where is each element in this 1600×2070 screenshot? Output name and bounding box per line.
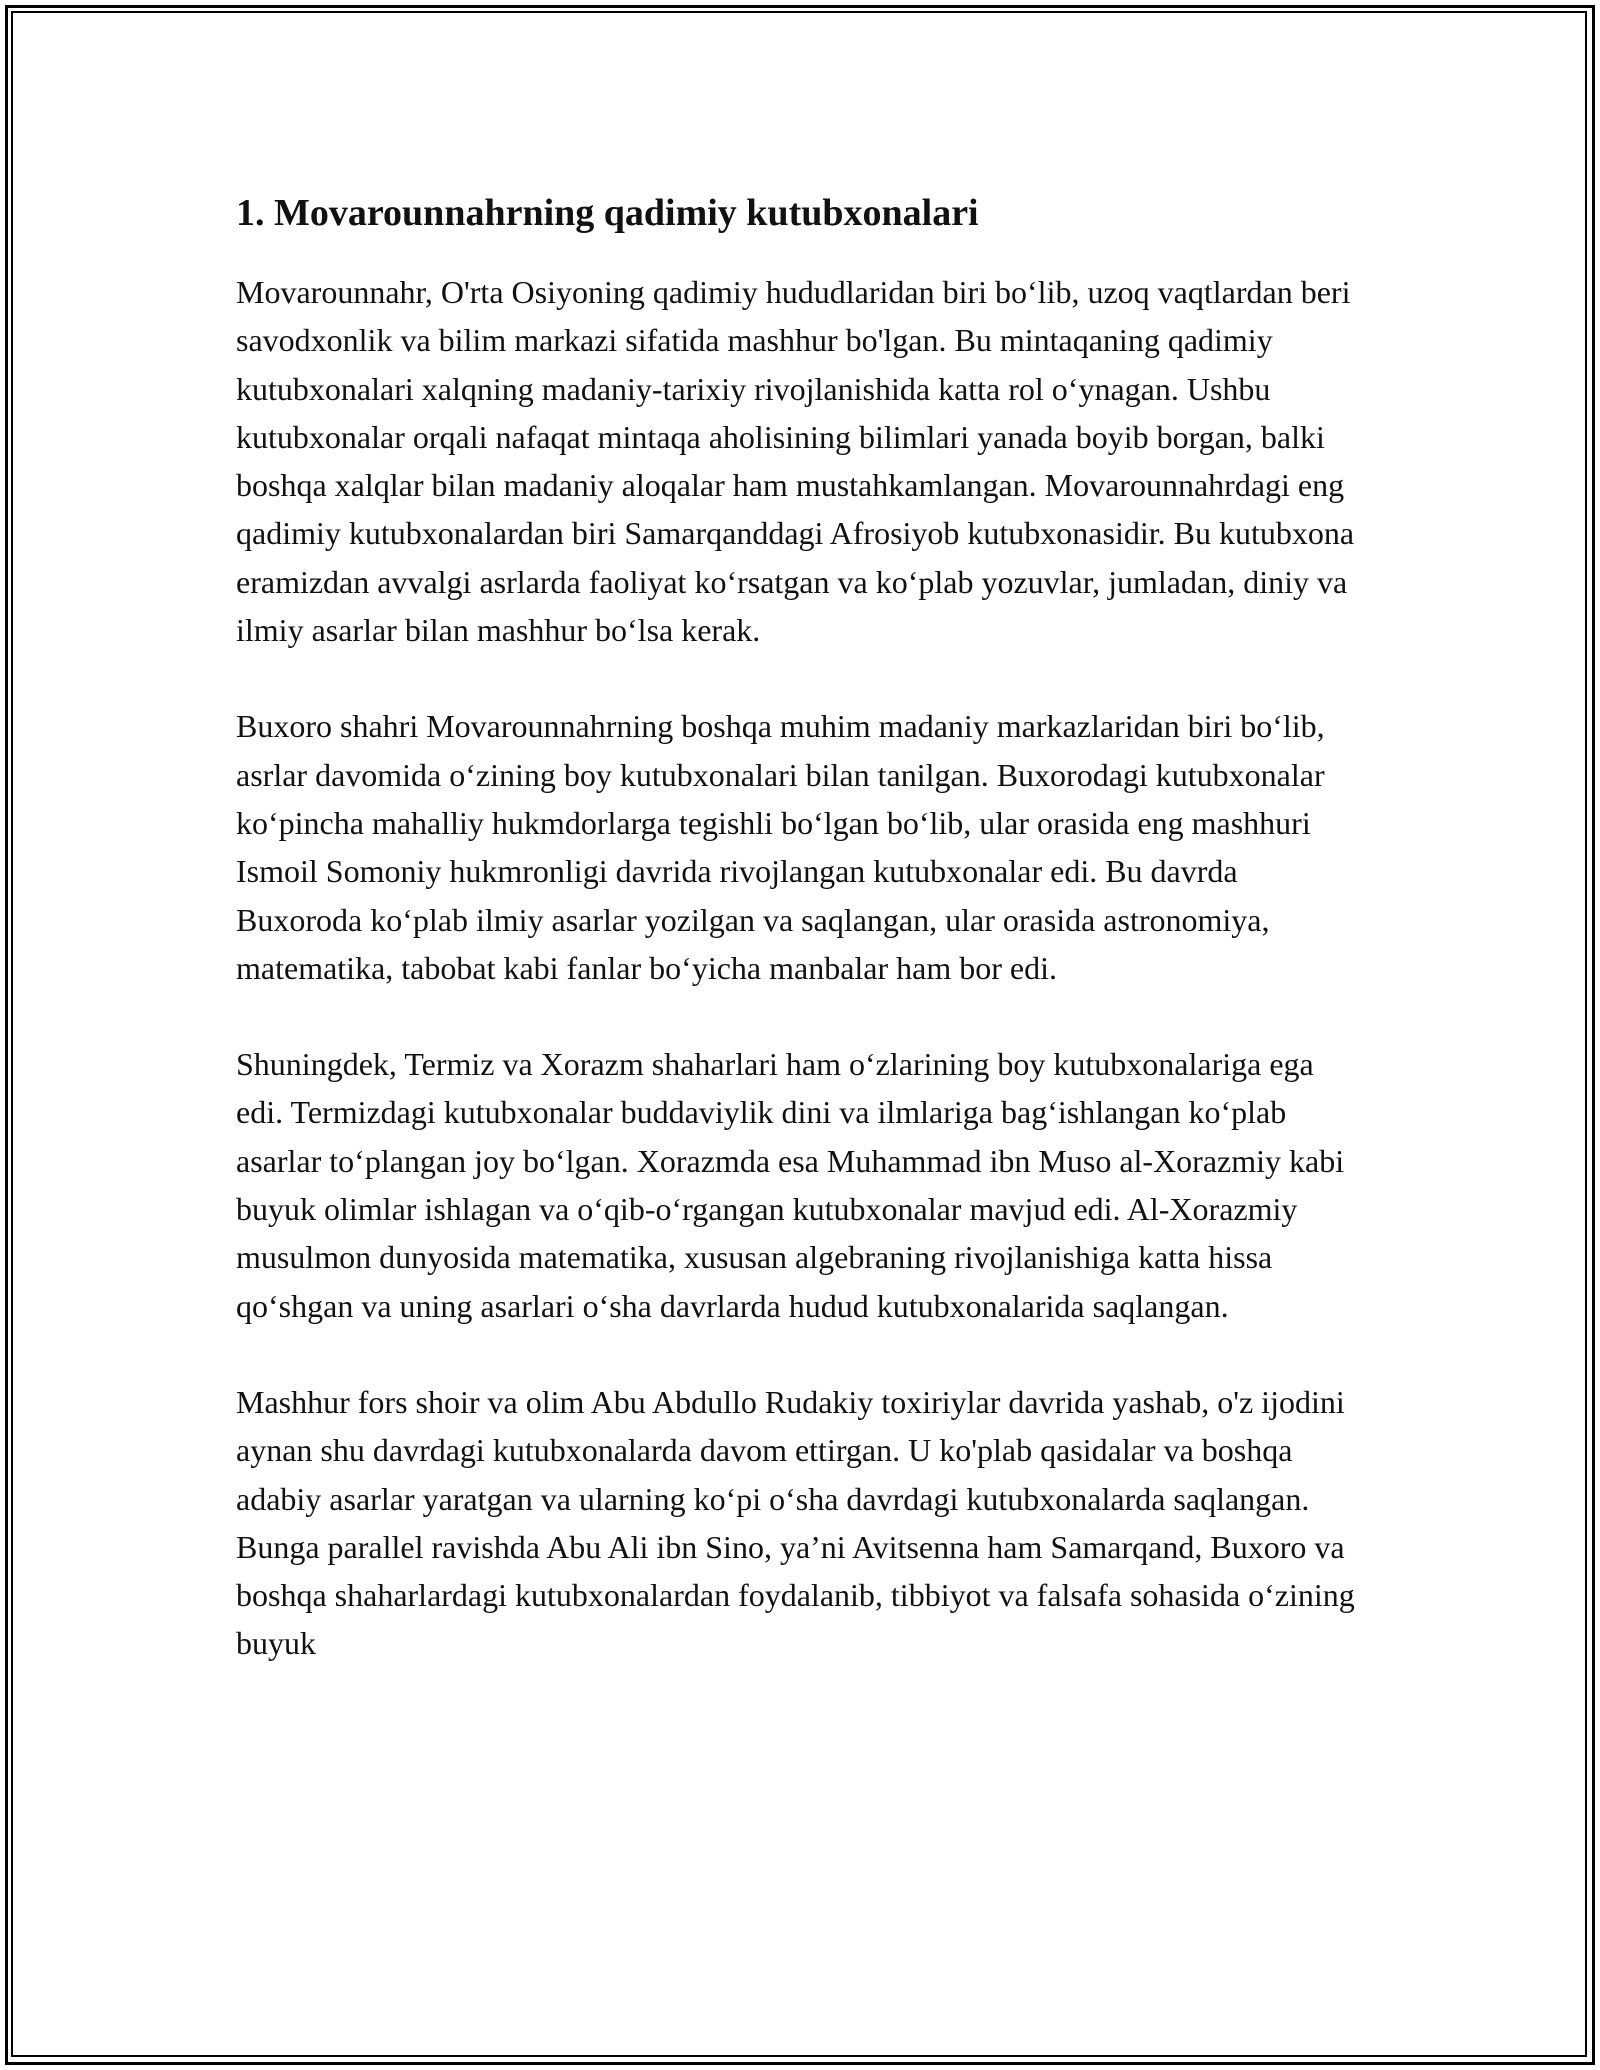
paragraph-3: Shuningdek, Termiz va Xorazm shaharlari ham o‘zlarining boy kutubxonalariga ega edi. Termizdagi kutubxonalar buddaviylik dini va ilmlariga bag‘ishlangan ko‘plab asarlar to‘plangan joy bo‘lgan. Xorazmda esa Muhammad ibn Muso al-Xorazmiy kabi buyuk olimlar ishlagan va o‘qib-o‘rgangan kutubxonalar mavjud edi. Al-Xorazmiy musulmon dunyosida matematika, xususan algebraning rivojlanishiga katta hissa qo‘shgan va uning asarlari o‘sha davrlarda hudud kutubxonalarida saqlangan. bbox=[236, 1046, 1345, 1324]
section-heading: 1. Movarounnahrning qadimiy kutubxonalari bbox=[236, 192, 979, 234]
document-page bbox=[236, 186, 1366, 1668]
paragraph-1: Movarounnahr, O'rta Osiyoning qadimiy hududlaridan biri bo‘lib, uzoq vaqtlardan beri savodxonlik va bilim markazi sifatida mashhur bo'lgan. Bu mintaqaning qadimiy kutubxonalari xalqning madaniy-tarixiy rivojlanishida katta rol o‘ynagan. Ushbu kutubxonalar orqali nafaqat mintaqa aholisining bilimlari yanada boyib borgan, balki boshqa xalqlar bilan madaniy aloqalar ham mustahkamlangan. Movarounnahrdagi eng qadimiy kutubxonalardan biri Samarqanddagi Afrosiyob kutubxonasidir. Bu kutubxona eramizdan avvalgi asrlarda faoliyat ko‘rsatgan va ko‘plab yozuvlar, jumladan, diniy va ilmiy asarlar bilan mashhur bo‘lsa kerak. bbox=[236, 274, 1355, 649]
paragraph-2: Buxoro shahri Movarounnahrning boshqa muhim madaniy markazlaridan biri bo‘lib, asrlar davomida o‘zining boy kutubxonalari bilan tanilgan. Buxorodagi kutubxonalar ko‘pincha mahalliy hukmdorlarga tegishli bo‘lgan bo‘lib, ular orasida eng mashhuri Ismoil Somoniy hukmronligi davrida rivojlangan kutubxonalar edi. Bu davrda Buxoroda ko‘plab ilmiy asarlar yozilgan va saqlangan, ular orasida astronomiya, matematika, tabobat kabi fanlar bo‘yicha manbalar ham bor edi. bbox=[236, 708, 1325, 986]
paragraph-4: Mashhur fors shoir va olim Abu Abdullo Rudakiy toxiriylar davrida yashab, o'z ijodini aynan shu davrdagi kutubxonalarda davom ettirgan. U ko'plab qasidalar va boshqa adabiy asarlar yaratgan va ularning ko‘pi o‘sha davrdagi kutubxonalarda saqlangan. Bunga parallel ravishda Abu Ali ibn Sino, ya’ni Avitsenna ham Samarqand, Buxoro va boshqa shaharlardagi kutubxonalardan foydalanib, tibbiyot va falsafa sohasida o‘zining buyuk bbox=[236, 1383, 1355, 1662]
